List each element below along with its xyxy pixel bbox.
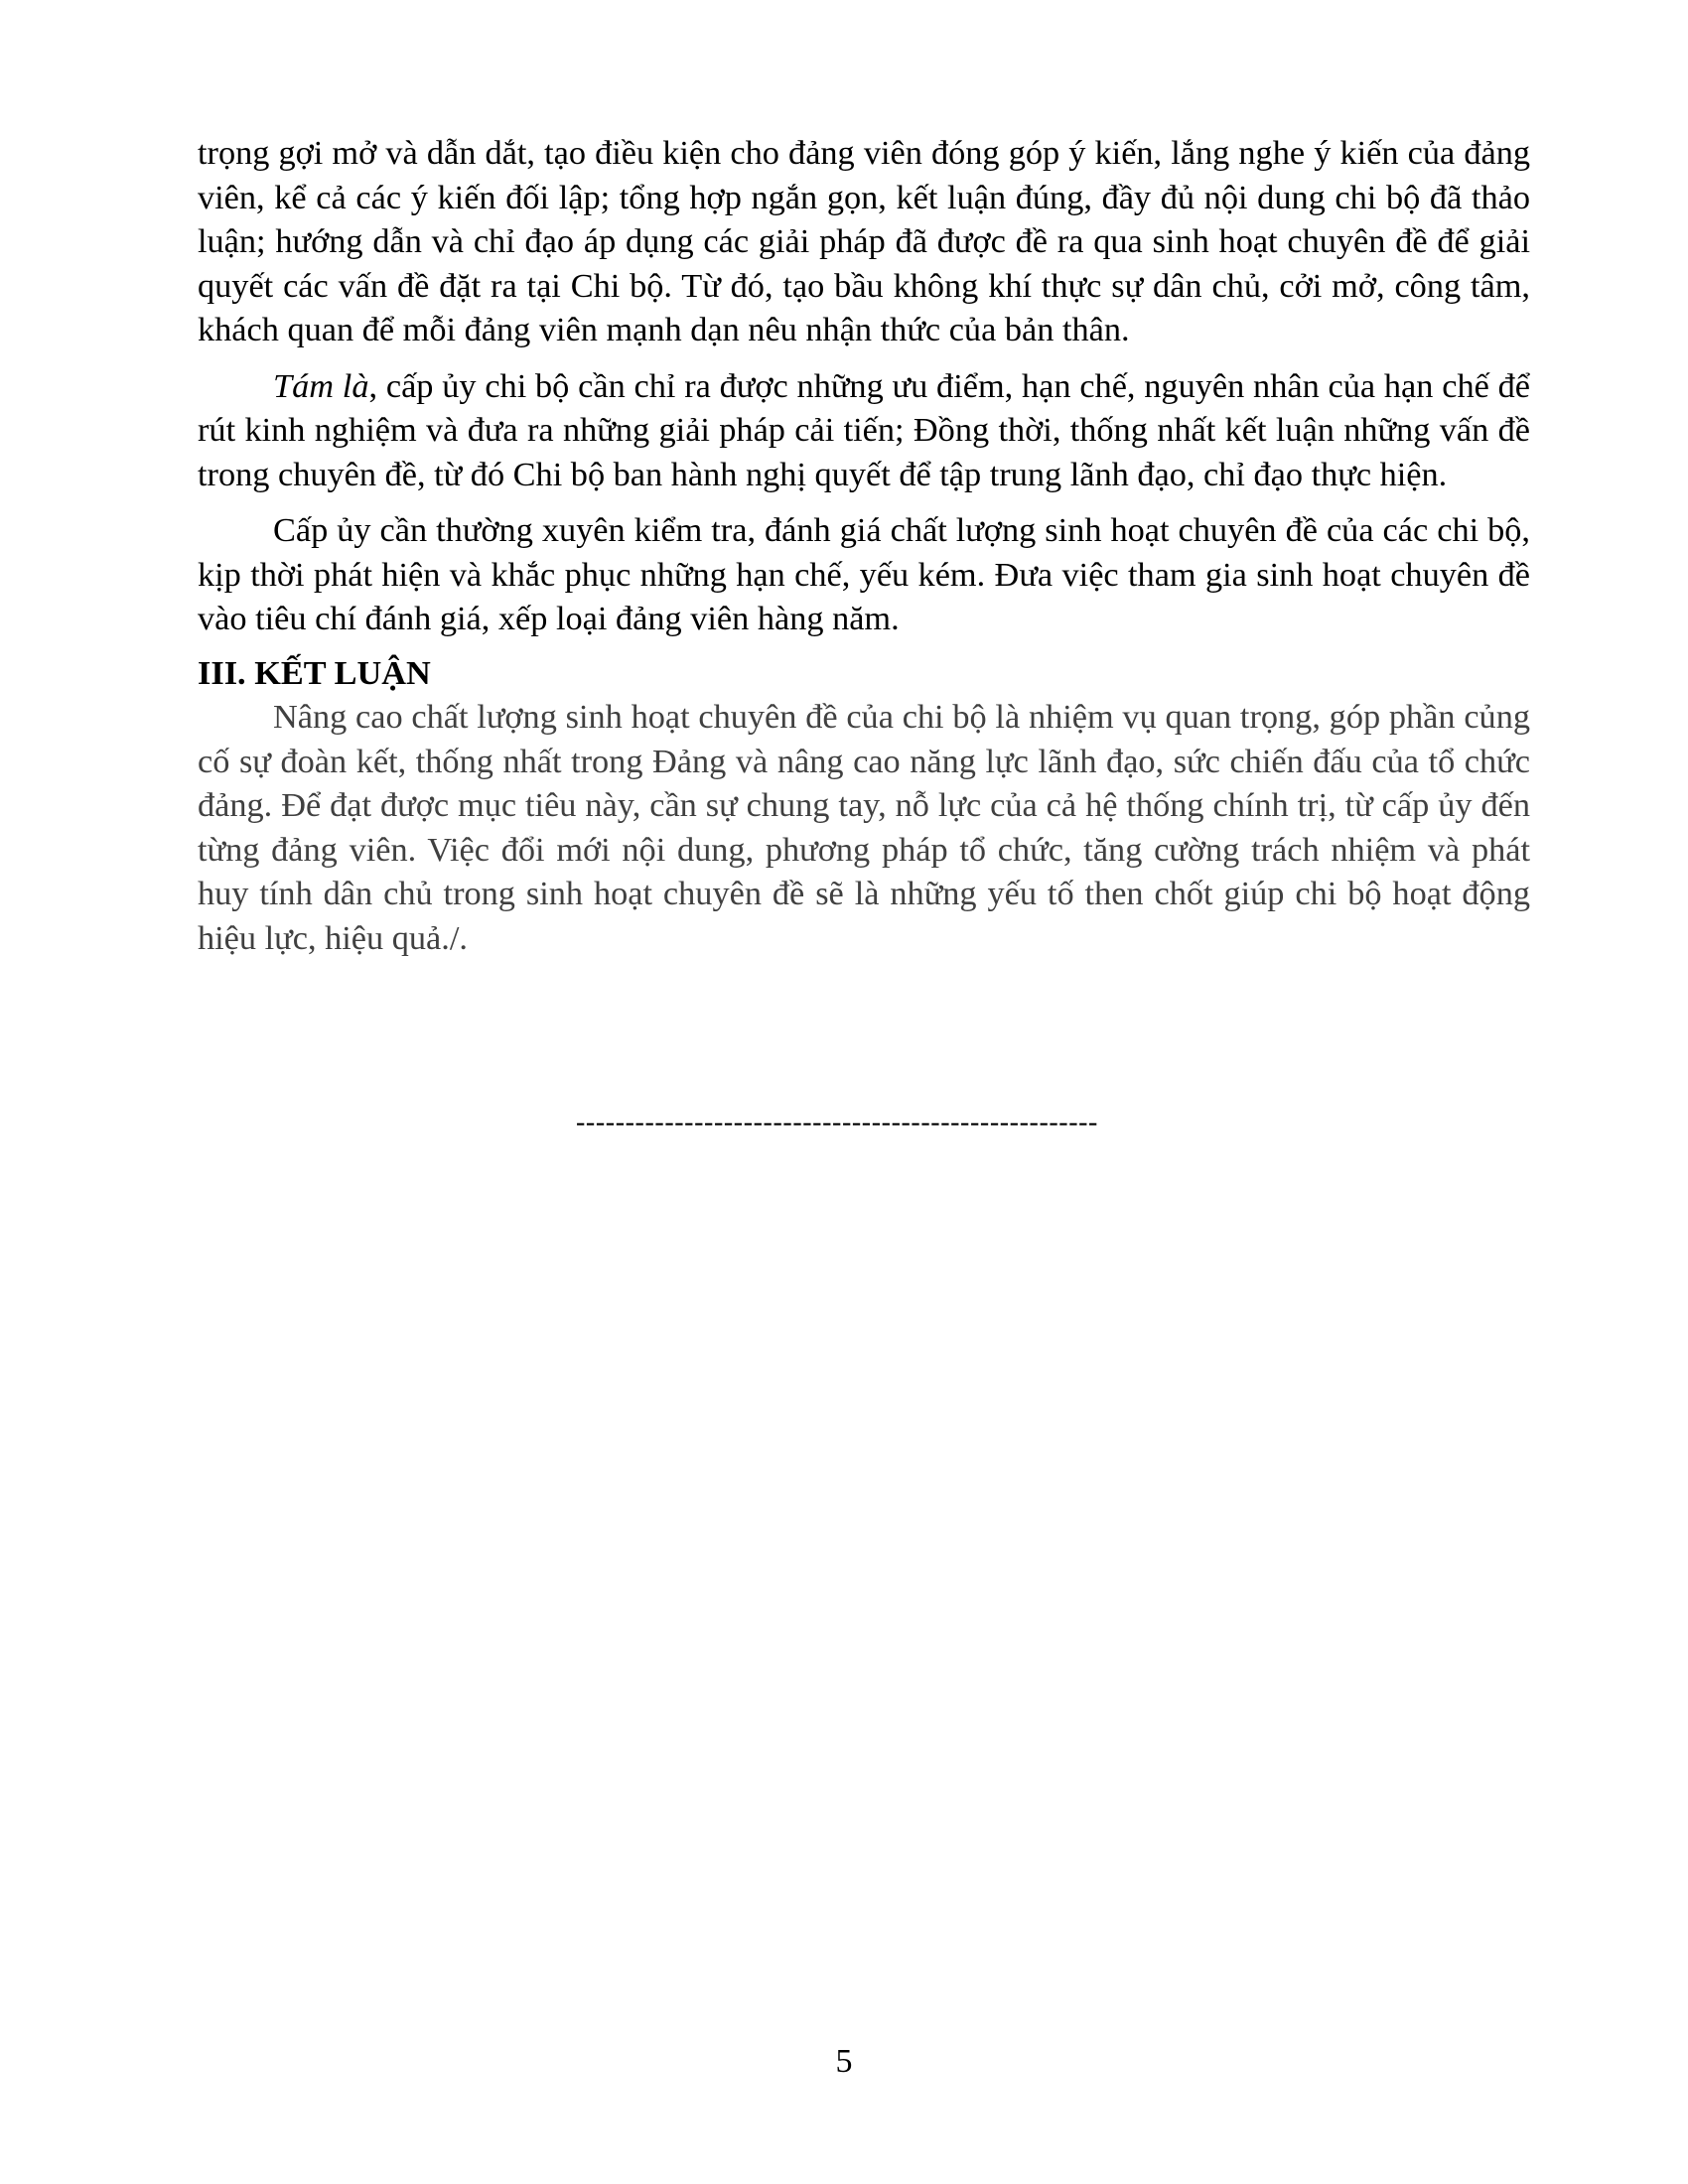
paragraph-body: , cấp ủy chi bộ cần chỉ ra được những ưu điểm, hạn chế, nguyên nhân của hạn chế để rút kinh nghiệm và đưa ra những giải pháp cải tiến; Đồng thời, thống nhất kết luận những vấn đề trong chuyên đề, từ đó Chi bộ ban hành nghị quyết để tập trung lãnh đạo, chỉ đạo thực hiện.	[198, 366, 1530, 493]
paragraph-eighth-point	[198, 364, 1530, 497]
paragraph-lead-italic: Tám là	[273, 366, 369, 405]
section-heading: III. KẾT LUẬN	[198, 653, 431, 692]
paragraph-continuation: trọng gợi mở và dẫn dắt, tạo điều kiện cho đảng viên đóng góp ý kiến, lắng nghe ý kiến của đảng viên, kể cả các ý kiến đối lập; tổng hợp ngắn gọn, kết luận đúng, đầy đủ nội dung chi bộ đã thảo luận; hướng dẫn và chỉ đạo áp dụng các giải pháp đã được đề ra qua sinh hoạt chuyên đề để giải quyết các vấn đề đặt ra tại Chi bộ. Từ đó, tạo bầu không khí thực sự dân chủ, cởi mở, công tâm, khách quan để mỗi đảng viên mạnh dạn nêu nhận thức của bản thân.	[198, 134, 1530, 348]
document-page	[198, 131, 1530, 960]
end-divider: -----------------------------------------------------	[576, 1107, 1098, 1138]
paragraph-inspection: Cấp ủy cần thường xuyên kiểm tra, đánh giá chất lượng sinh hoạt chuyên đề của các chi bộ, kịp thời phát hiện và khắc phục những hạn chế, yếu kém. Đưa việc tham gia sinh hoạt chuyên đề vào tiêu chí đánh giá, xếp loại đảng viên hàng năm.	[198, 511, 1530, 637]
page-number: 5	[835, 2043, 853, 2080]
conclusion-paragraph: Nâng cao chất lượng sinh hoạt chuyên đề của chi bộ là nhiệm vụ quan trọng, góp phần củng cố sự đoàn kết, thống nhất trong Đảng và nâng cao năng lực lãnh đạo, sức chiến đấu của tổ chức đảng. Để đạt được mục tiêu này, cần sự chung tay, nỗ lực của cả hệ thống chính trị, từ cấp ủy đến từng đảng viên. Việc đổi mới nội dung, phương pháp tổ chức, tăng cường trách nhiệm và phát huy tính dân chủ trong sinh hoạt chuyên đề sẽ là những yếu tố then chốt giúp chi bộ hoạt động hiệu lực, hiệu quả./.	[198, 698, 1530, 957]
